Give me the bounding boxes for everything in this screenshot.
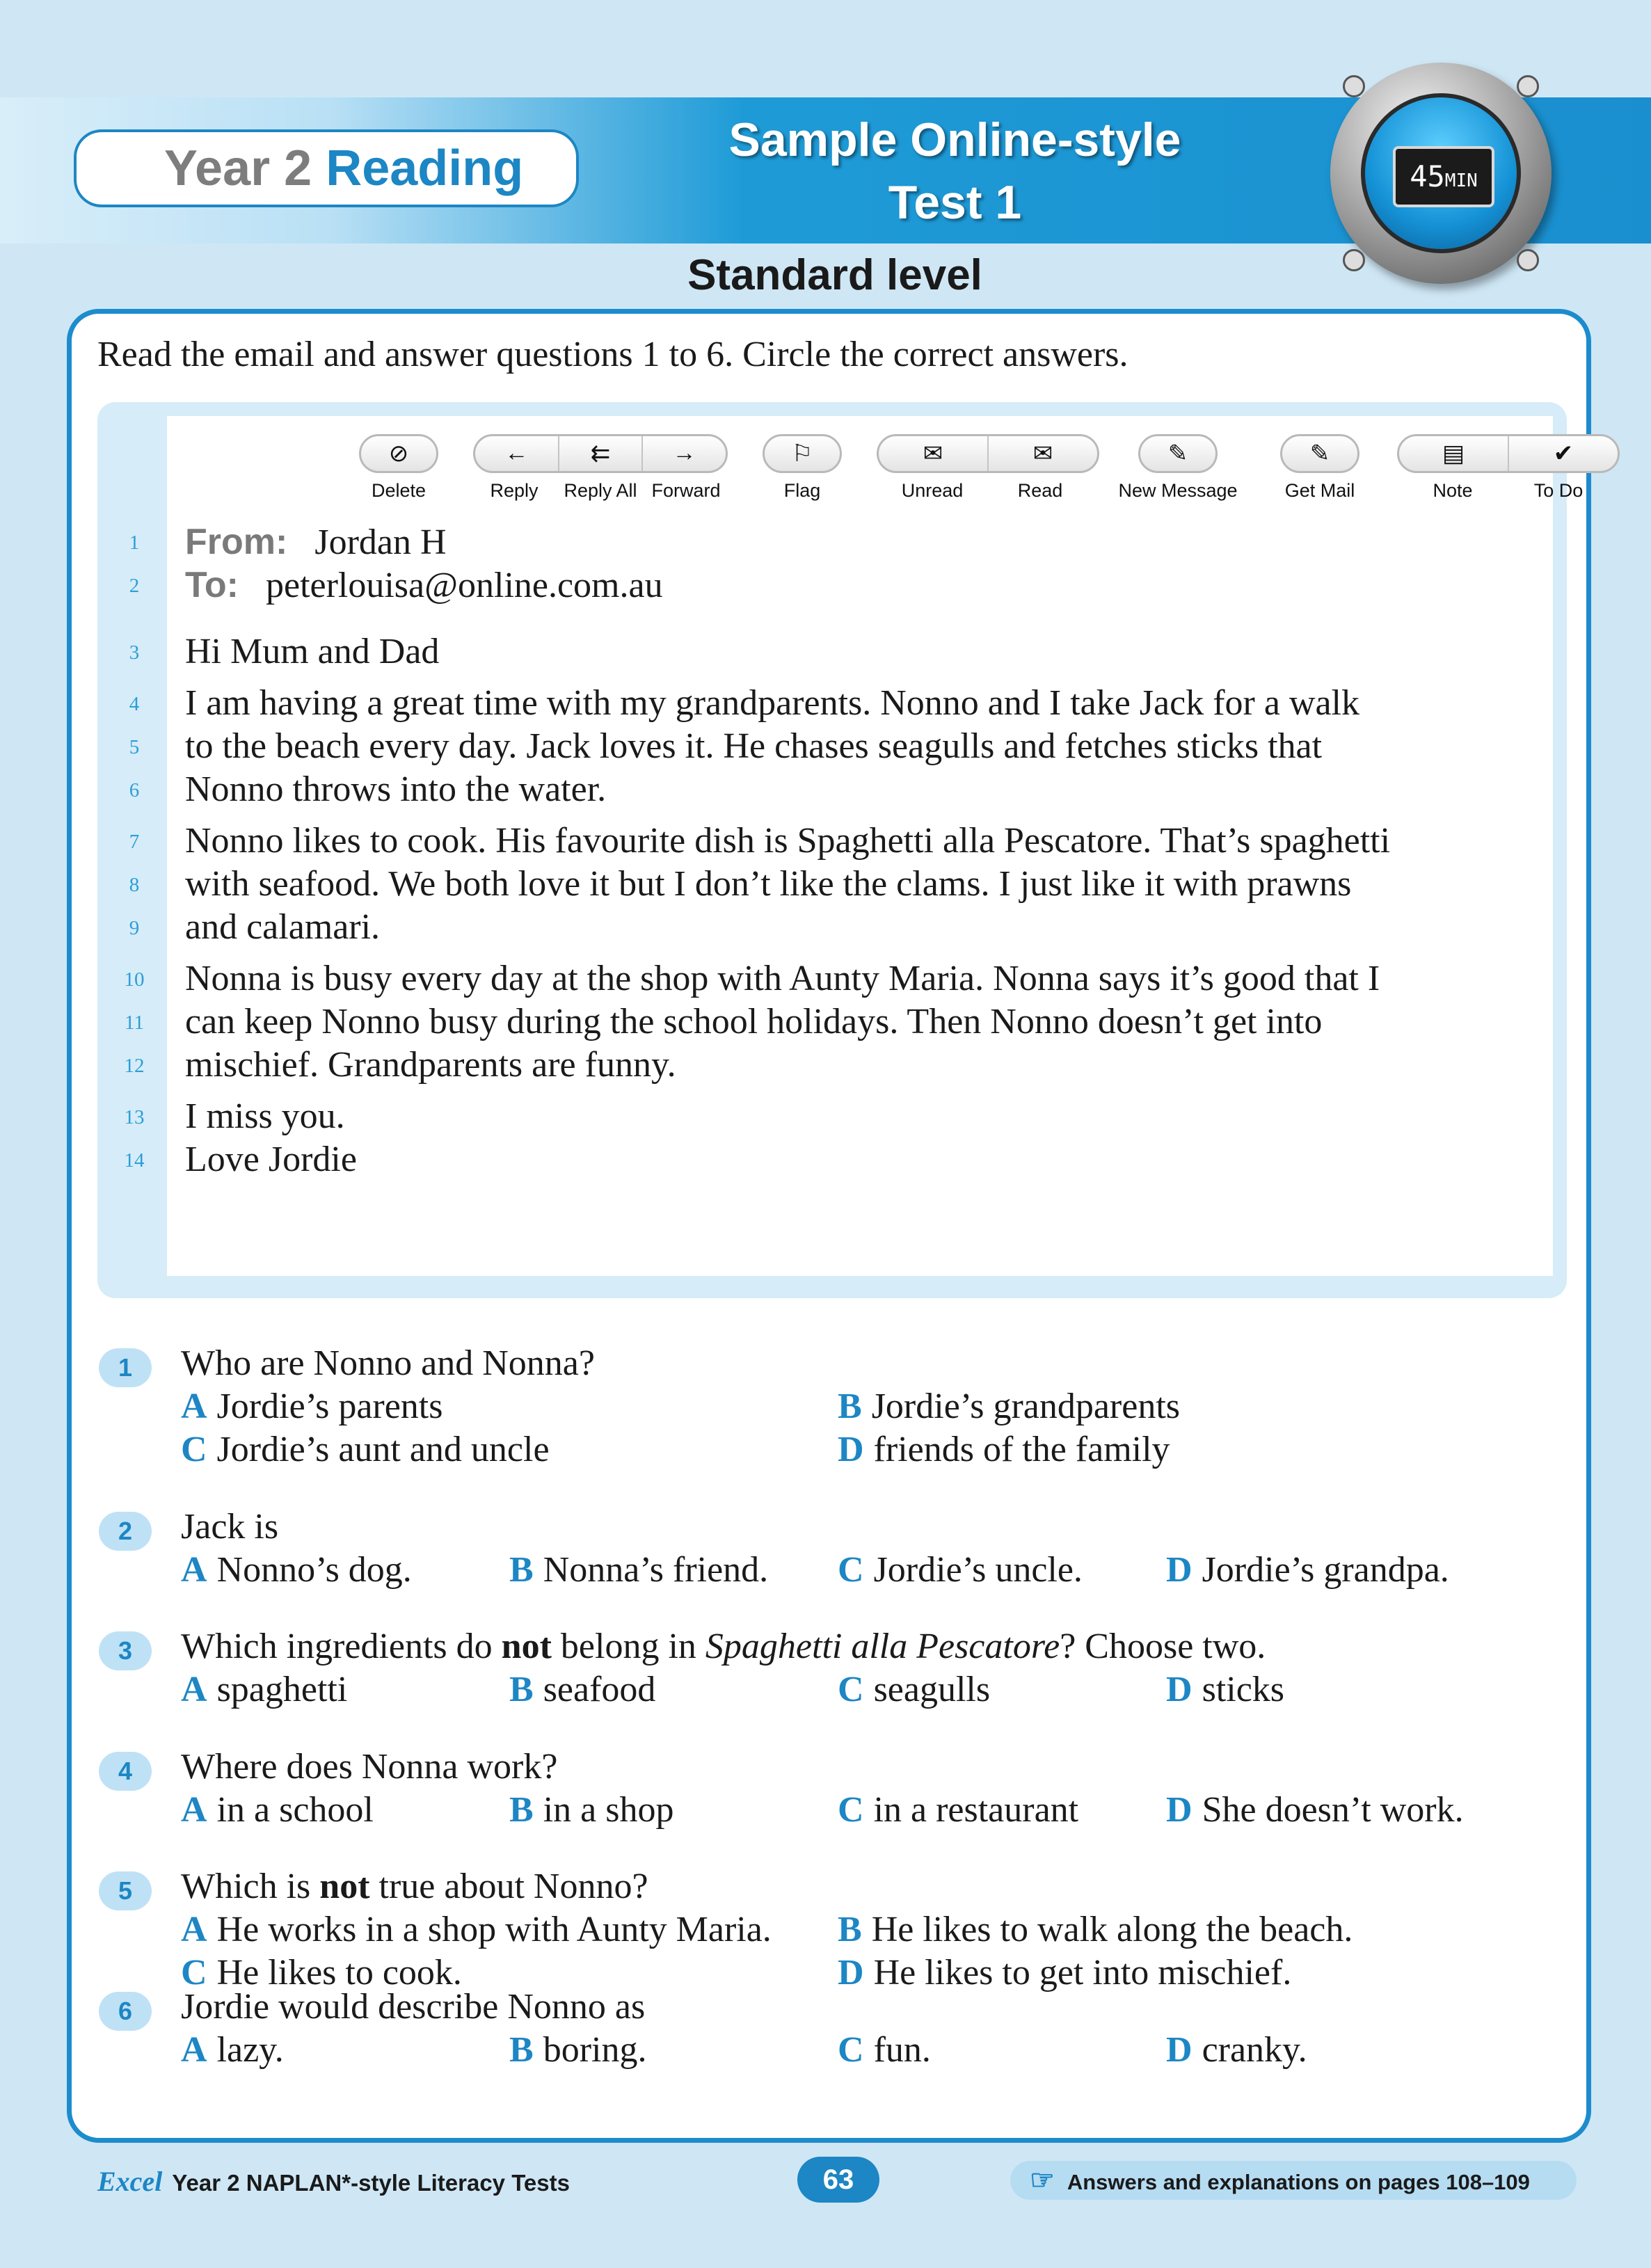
email-line: Nonno likes to cook. His favourite dish is Spaghetti alla Pescatore. That’s spaghetti (185, 821, 1391, 861)
option-text: Jordie’s parents (216, 1387, 443, 1426)
option-text: boring. (543, 2030, 647, 2070)
question-number: 3 (99, 1631, 152, 1670)
email-line: with seafood. We both love it but I don’t like the clams. I just like it with prawns (185, 864, 1352, 904)
screw-icon (1343, 75, 1365, 97)
option-letter: C (181, 1953, 207, 1993)
option-letter: C (838, 1670, 864, 1709)
question-text (181, 1626, 1266, 1667)
line-number: 4 (129, 693, 140, 715)
answer-option[interactable] (838, 2029, 931, 2070)
question-text (181, 1866, 648, 1907)
option-letter: D (1166, 1790, 1193, 1830)
option-letter: A (181, 1910, 207, 1949)
email-line: Love Jordie (185, 1140, 357, 1179)
flag-icon: ⚐ (791, 441, 813, 467)
option-text: friends of the family (873, 1430, 1170, 1469)
to-label: To: (185, 565, 239, 605)
question-text-part: belong in (551, 1627, 705, 1666)
note-todo-group (1397, 434, 1620, 473)
read-icon[interactable]: ✉ (987, 436, 1097, 471)
read-label: Read (1017, 480, 1063, 501)
answer-option[interactable] (838, 1386, 1180, 1427)
line-number: 14 (124, 1149, 145, 1172)
footer-book (97, 2165, 570, 2198)
unread-icon[interactable]: ✉ (923, 441, 943, 467)
timer-number: 45 (1410, 159, 1445, 193)
reply-label: Reply (490, 480, 539, 501)
answer-option[interactable] (509, 1669, 655, 1710)
line-number: 6 (129, 779, 140, 801)
read-status-group (877, 434, 1099, 473)
answers-reference (1010, 2161, 1577, 2200)
answer-option[interactable] (181, 1386, 443, 1427)
timer-face (1361, 93, 1521, 253)
option-text: Nonno’s dog. (216, 1550, 412, 1590)
screw-icon (1517, 75, 1539, 97)
option-text: in a restaurant (873, 1790, 1079, 1830)
option-letter: A (181, 1790, 207, 1830)
level-title: Standard level (687, 251, 982, 299)
question-text-part: true about Nonno? (369, 1867, 648, 1906)
todo-label: To Do (1533, 480, 1584, 501)
timer-icon (1330, 63, 1552, 284)
forward-icon[interactable]: → (641, 436, 726, 471)
line-number: 9 (129, 917, 140, 939)
line-number: 5 (129, 736, 140, 758)
option-text: spaghetti (216, 1670, 348, 1709)
subject-label: Reading (326, 141, 524, 196)
line-number: 13 (124, 1106, 145, 1128)
from-row (185, 520, 447, 564)
question-text-part: Which is (181, 1867, 320, 1906)
new-message-label: New Message (1118, 480, 1238, 501)
email-line: Nonno throws into the water. (185, 769, 607, 809)
timer-unit: MIN (1444, 170, 1478, 191)
option-text: He likes to get into mischief. (873, 1953, 1292, 1993)
option-text: Jordie’s grandparents (871, 1387, 1181, 1426)
question-title-italic: Spaghetti alla Pescatore (705, 1627, 1060, 1666)
email-line: and calamari. (185, 907, 381, 947)
get-mail-button[interactable] (1280, 434, 1359, 473)
option-letter: C (838, 1790, 864, 1830)
option-letter: A (181, 1387, 207, 1426)
option-text: Jordie’s uncle. (873, 1550, 1083, 1590)
email-line: Hi Mum and Dad (185, 632, 440, 671)
option-letter: A (181, 1670, 207, 1709)
question-text-part: Which ingredients do (181, 1627, 502, 1666)
email-line: mischief. Grandparents are funny. (185, 1045, 676, 1085)
question-text: Who are Nonno and Nonna? (181, 1343, 595, 1383)
page-number: 63 (797, 2157, 879, 2203)
flag-label: Flag (783, 480, 821, 501)
option-text: She doesn’t work. (1202, 1790, 1464, 1830)
option-text: seafood (543, 1670, 656, 1709)
delete-label: Delete (371, 480, 426, 501)
option-letter: B (838, 1910, 862, 1949)
test-title-line2: Test 1 (888, 176, 1022, 229)
option-text: in a shop (543, 1790, 674, 1830)
reply-all-icon[interactable]: ⇇ (558, 436, 642, 471)
option-text: fun. (873, 2030, 931, 2070)
option-letter: C (838, 2030, 864, 2070)
answer-option[interactable] (838, 1789, 1078, 1830)
answers-text: Answers and explanations on pages 108–109 (1067, 2170, 1530, 2194)
question-emphasis: not (501, 1627, 552, 1666)
delete-icon: ⊘ (388, 441, 409, 467)
option-letter: B (509, 1670, 534, 1709)
reply-icon[interactable]: ← (504, 440, 529, 466)
answer-option[interactable] (181, 1429, 550, 1470)
option-letter: D (838, 1430, 864, 1469)
from-value: Jordan H (314, 522, 447, 562)
line-number: 7 (129, 831, 140, 853)
test-title (626, 109, 1284, 234)
option-text: lazy. (216, 2030, 284, 2070)
question-text: Jack is (181, 1507, 279, 1547)
delete-button[interactable] (359, 434, 438, 473)
option-text: in a school (216, 1790, 374, 1830)
option-letter: B (509, 2030, 534, 2070)
option-text: He likes to walk along the beach. (871, 1910, 1353, 1949)
note-label: Note (1433, 480, 1473, 501)
screw-icon (1343, 249, 1365, 271)
answer-option[interactable] (509, 1789, 673, 1830)
line-number: 3 (129, 641, 140, 664)
answer-option[interactable] (838, 1549, 1083, 1590)
option-letter: D (1166, 2030, 1193, 2070)
instruction: Read the email and answer questions 1 to 6. Circle the correct answers. (97, 335, 1128, 374)
from-label: From: (185, 522, 288, 562)
get-mail-label: Get Mail (1284, 480, 1355, 501)
question-number: 6 (99, 1992, 152, 2031)
email-line: to the beach every day. Jack loves it. He chases seagulls and fetches sticks that (185, 726, 1323, 766)
to-value: peterlouisa@online.com.au (265, 566, 663, 605)
new-message-button[interactable] (1138, 434, 1218, 473)
option-text: Nonna’s friend. (543, 1550, 769, 1590)
line-number: 12 (124, 1055, 145, 1077)
answer-option[interactable] (1166, 1789, 1464, 1830)
reply-all-label: Reply All (564, 480, 637, 501)
answer-option[interactable] (181, 1909, 772, 1950)
book-title: Year 2 NAPLAN*-style Literacy Tests (172, 2170, 570, 2196)
answer-option[interactable] (1166, 1669, 1284, 1710)
line-number: 10 (124, 968, 145, 991)
question-number: 2 (99, 1512, 152, 1551)
answer-option[interactable] (181, 1669, 347, 1710)
question-text: Where does Nonna work? (181, 1747, 558, 1787)
option-text: sticks (1202, 1670, 1285, 1709)
answer-option[interactable] (838, 1952, 1291, 1993)
option-text: Jordie’s grandpa. (1202, 1550, 1449, 1590)
answer-option[interactable] (509, 2029, 646, 2070)
question-number: 5 (99, 1871, 152, 1910)
option-letter: B (838, 1387, 862, 1426)
note-icon[interactable]: ▤ (1442, 441, 1465, 467)
option-text: cranky. (1202, 2030, 1307, 2070)
option-text: seagulls (873, 1670, 991, 1709)
to-row (185, 564, 663, 607)
screw-icon (1517, 249, 1539, 271)
email-line: Nonna is busy every day at the shop with Aunty Maria. Nonna says it’s good that I (185, 959, 1380, 998)
option-letter: A (181, 2030, 207, 2070)
option-letter: D (1166, 1550, 1193, 1590)
option-letter: D (838, 1953, 864, 1993)
get-mail-icon: ✎ (1309, 441, 1330, 467)
answer-option[interactable] (181, 1789, 374, 1830)
year-label: Year 2 (164, 141, 312, 196)
answer-option[interactable] (838, 1429, 1170, 1470)
question-number: 4 (99, 1752, 152, 1791)
email-line: I miss you. (185, 1096, 345, 1136)
line-number: 8 (129, 874, 140, 896)
answer-option[interactable] (838, 1669, 990, 1710)
answer-option[interactable] (1166, 2029, 1307, 2070)
compose-icon: ✎ (1167, 441, 1188, 467)
year-subject-pill (74, 129, 579, 207)
email-line: I am having a great time with my grandparents. Nonno and I take Jack for a walk (185, 683, 1359, 723)
email-line: can keep Nonno busy during the school holidays. Then Nonno doesn’t get into (185, 1002, 1323, 1041)
option-letter: B (509, 1550, 534, 1590)
option-text: He works in a shop with Aunty Maria. (216, 1910, 772, 1949)
option-letter: D (1166, 1670, 1193, 1709)
forward-label: Forward (651, 480, 721, 501)
answer-option[interactable] (1166, 1549, 1449, 1590)
option-letter: A (181, 1550, 207, 1590)
option-text: Jordie’s aunt and uncle (216, 1430, 550, 1469)
todo-icon[interactable]: ✔ (1508, 436, 1618, 471)
question-text: Jordie would describe Nonno as (181, 1987, 646, 2027)
reply-group (473, 434, 728, 473)
option-letter: C (181, 1430, 207, 1469)
question-text-part: ? Choose two. (1060, 1627, 1266, 1666)
question-emphasis: not (319, 1867, 370, 1906)
question-number: 1 (99, 1348, 152, 1387)
option-letter: C (838, 1550, 864, 1590)
option-letter: B (509, 1790, 534, 1830)
answer-option[interactable] (181, 1549, 412, 1590)
timer-display (1393, 146, 1494, 207)
pointing-hand-icon: ☞ (1030, 2165, 1055, 2196)
line-number: 2 (129, 575, 140, 597)
test-title-line1: Sample Online-style (728, 113, 1181, 166)
line-number: 11 (125, 1012, 144, 1034)
option-text: He likes to cook. (216, 1953, 462, 1993)
unread-label: Unread (901, 480, 964, 501)
brand-logo: Excel (97, 2166, 163, 2197)
flag-button[interactable] (763, 434, 842, 473)
email-toolbar (167, 434, 1584, 504)
answer-option[interactable] (509, 1549, 768, 1590)
answer-option[interactable] (838, 1909, 1353, 1950)
answer-option[interactable] (181, 2029, 284, 2070)
line-number: 1 (129, 532, 140, 554)
